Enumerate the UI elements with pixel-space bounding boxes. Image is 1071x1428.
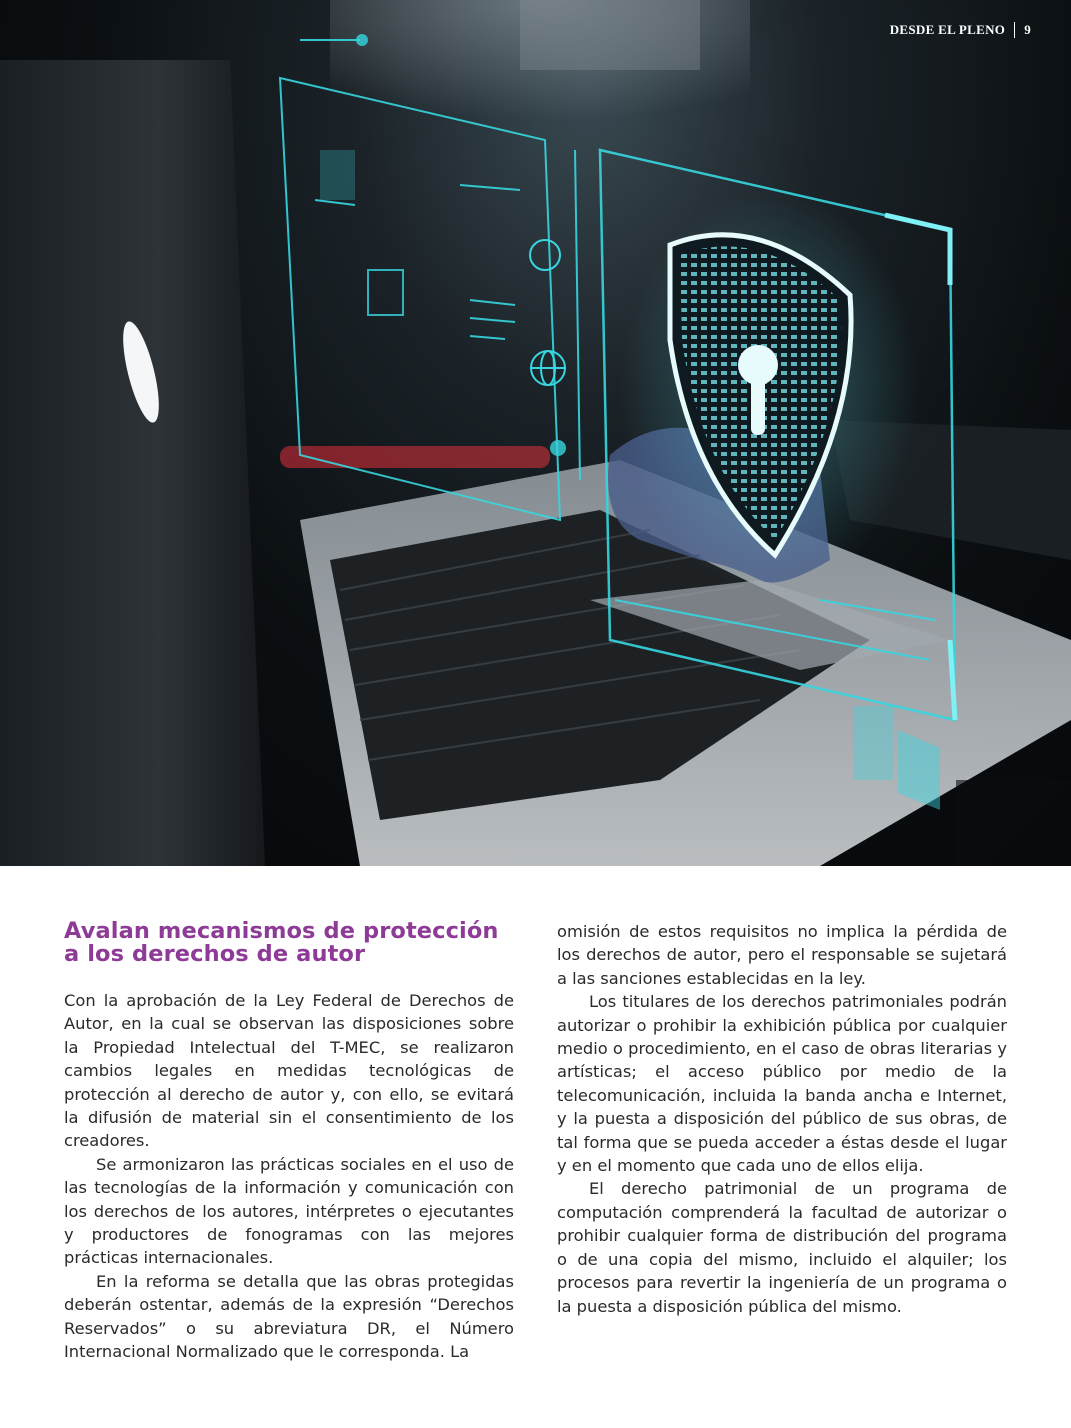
- running-head-divider: [1014, 22, 1015, 38]
- running-head: [890, 22, 1031, 38]
- page-number: 9: [1024, 22, 1031, 37]
- paragraph: omisión de estos requisitos no implica la pérdida de los derechos de autor, pero el responsable se sujetará a las sanciones establecidas en la ley.: [557, 922, 1007, 988]
- headline-line: a los derechos de autor: [64, 941, 366, 967]
- red-glow: [280, 446, 550, 468]
- paragraph: En la reforma se detalla que las obras protegidas deberán ostentar, además de la expresión “Derechos Reservados” o su abreviatura DR, el Número Internacional Normalizado que le corresponda. La: [64, 1271, 514, 1362]
- article-headline: [64, 920, 514, 966]
- column-right: [557, 920, 1007, 1318]
- headline-line: Avalan mecanismos de protección: [64, 918, 499, 944]
- shield-icon: [620, 190, 920, 590]
- paragraph: Con la aprobación de la Ley Federal de Derechos de Autor, en la cual se observan las disposiciones sobre la Propiedad Intelectual del T-MEC, se realizaron cambios legales en medidas tecnológicas de protección al derecho de autor y, con ello, se evitará la difusión de material sin el consentimiento de los creadores.: [64, 991, 514, 1151]
- column-left: [64, 920, 514, 1364]
- paragraph: Se armonizaron las prácticas sociales en el uso de las tecnologías de la información y comunicación con los derechos de los autores, intérpretes o ejecutantes y productores de fonogramas con las mejores prácticas internacionales.: [64, 1154, 514, 1268]
- laptop-icon: [0, 60, 265, 866]
- globe-icon: [531, 351, 565, 385]
- clock-icon: [530, 240, 560, 270]
- paragraph: El derecho patrimonial de un programa de computación comprenderá la facultad de autorizar o prohibir cualquier forma de distribución del programa o de una copia del mismo, incluido el alquiler; los procesos para revertir la ingeniería de un programa o la puesta a disposición pública del mismo.: [557, 1179, 1007, 1316]
- paragraph: Los titulares de los derechos patrimoniales podrán autorizar o prohibir la exhibición pública por cualquier medio o procedimiento, en el caso de obras literarias y artísticas; el acceso público por medio de la telecomunicación, incluida la banda ancha e Internet, y la puesta a disposición del público de sus obras, de tal forma que se pueda acceder a éstas desde el lugar y en el momento que cada uno de ellos elija.: [557, 992, 1007, 1176]
- section-name: DESDE EL PLENO: [889, 22, 1006, 37]
